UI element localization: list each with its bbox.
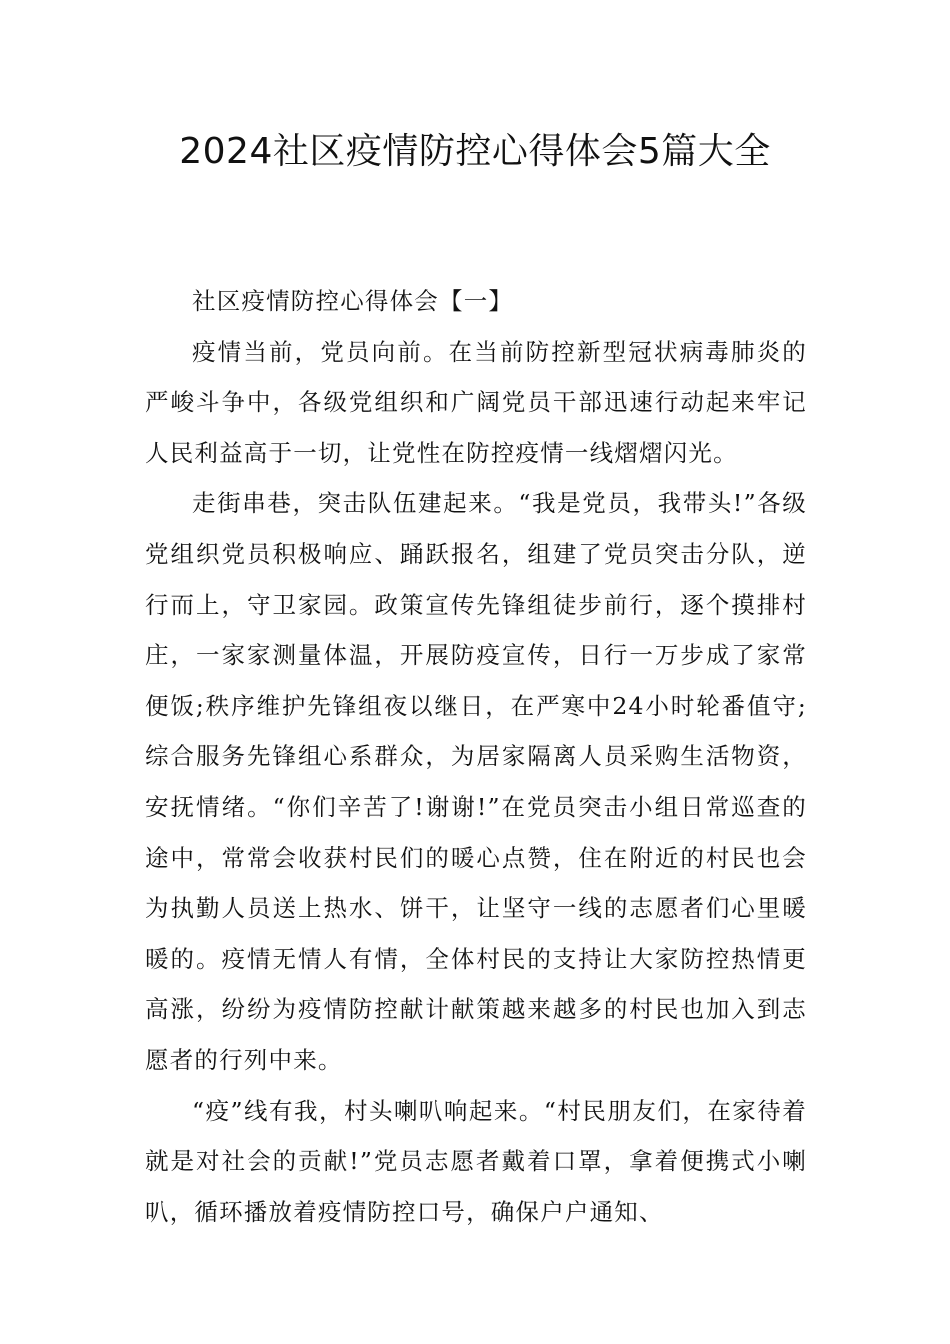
document-body [145, 276, 807, 1237]
section-heading: 社区疫情防控心得体会【一】 [192, 287, 514, 315]
paragraph: 疫情当前，党员向前。在当前防控新型冠状病毒肺炎的严峻斗争中，各级党组织和广阔党员干部迅速行动起来牢记人民利益高于一切，让党性在防控疫情一线熠熠闪光。 [145, 337, 807, 467]
document-title: 2024社区疫情防控心得体会5篇大全 [179, 131, 771, 172]
paragraph: “疫”线有我，村头喇叭响起来。“村民朋友们，在家待着就是对社会的贡献!”党员志愿者戴着口罩，拿着便携式小喇叭，循环播放着疫情防控口号，确保户户通知、 [145, 1096, 807, 1226]
paragraph: 走街串巷，突击队伍建起来。“我是党员，我带头!”各级党组织党员积极响应、踊跃报名，组建了党员突击分队，逆行而上，守卫家园。政策宣传先锋组徒步前行，逐个摸排村庄，一家家测量体温，开展防疫宣传，日行一万步成了家常便饭;秩序维护先锋组夜以继日，在严寒中24小时轮番值守;综合服务先锋组心系群众，为居家隔离人员采购生活物资，安抚情绪。“你们辛苦了!谢谢!”在党员突击小组日常巡查的途中，常常会收获村民们的暖心点赞，住在附近的村民也会为执勤人员送上热水、饼干，让坚守一线的志愿者们心里暖暖的。疫情无情人有情，全体村民的支持让大家防控热情更高涨，纷纷为疫情防控献计献策越来越多的村民也加入到志愿者的行列中来。 [145, 489, 807, 1074]
